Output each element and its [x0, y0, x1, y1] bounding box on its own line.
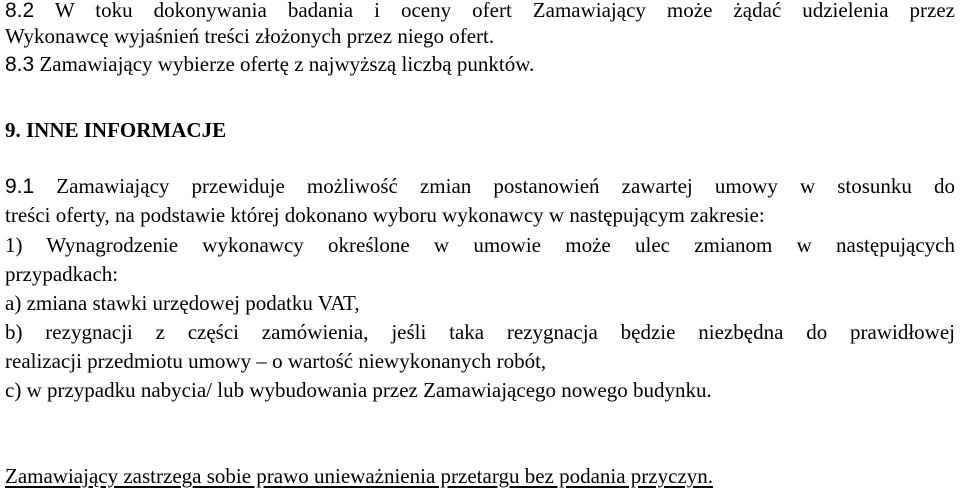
paragraph-9-1-number: 9.1 — [5, 175, 35, 198]
paragraph-8-2-line-1 — [5, 0, 955, 24]
paragraph-8-3-number: 8.3 — [5, 53, 35, 76]
section-9-heading: 9. INNE INFORMACJE — [5, 118, 227, 142]
list-item-c: c) w przypadku nabycia/ lub wybudowania przez Zamawiającego nowego budynku. — [5, 378, 712, 402]
paragraph-8-2-line-2: Wykonawcę wyjaśnień treści złożonych przez niego ofert. — [5, 24, 495, 48]
list-item-a: a) zmiana stawki urzędowej podatku VAT, — [5, 291, 360, 315]
paragraph-9-1-text-1: Zamawiający przewiduje możliwość zmian postanowień zawartej umowy w stosunku do — [34, 174, 955, 198]
paragraph-9-1-line-2: treści oferty, na podstawie której dokonano wyboru wykonawcy w następującym zakresie: — [5, 203, 765, 227]
paragraph-8-3-text: Zamawiający wybierze ofertę z najwyższą liczbą punktów. — [34, 52, 535, 76]
paragraph-8-2-text-1: W toku dokonywania badania i oceny ofert Zamawiający może żądać udzielenia przez — [34, 0, 955, 22]
list-item-b-line-1: b) rezygnacji z części zamówienia, jeśli taka rezygnacja będzie niezbędna do prawidłowej — [5, 320, 955, 344]
list-item-b-line-2: realizacji przedmiotu umowy – o wartość niewykonanych robót, — [5, 349, 547, 373]
paragraph-8-3 — [5, 51, 534, 78]
list-item-1-line-1: 1) Wynagrodzenie wykonawcy określone w umowie może ulec zmianom w następujących — [5, 233, 955, 257]
paragraph-9-1-line-1 — [5, 173, 955, 200]
paragraph-8-2-number: 8.2 — [5, 0, 35, 22]
closing-reservation: Zamawiający zastrzega sobie prawo unieważnienia przetargu bez podania przyczyn. — [5, 464, 714, 488]
list-item-1-line-2: przypadkach: — [5, 262, 119, 286]
